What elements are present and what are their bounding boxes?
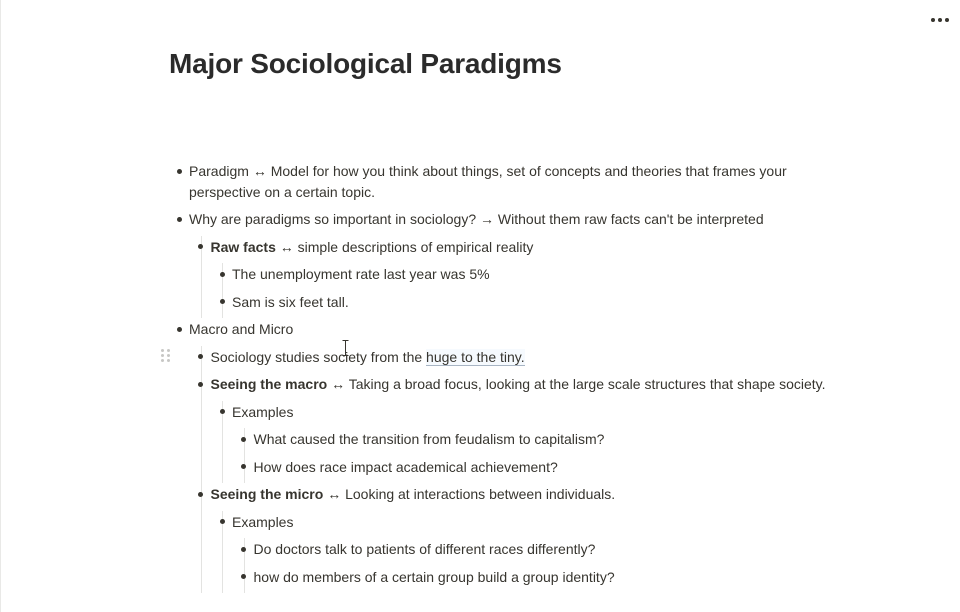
bullet-icon <box>212 264 232 284</box>
bullet-icon <box>169 209 189 229</box>
list-item-paradigm <box>169 160 829 208</box>
ellipsis-icon <box>931 18 935 22</box>
list-item-examples <box>212 511 829 594</box>
block-text[interactable]: Raw facts ↔ simple descriptions of empirical reality <box>210 238 534 255</box>
nested-list <box>234 538 830 593</box>
bulleted-list <box>169 160 829 593</box>
bullet-icon <box>191 237 211 257</box>
list-item <box>212 263 829 291</box>
block-text[interactable]: how do members of a certain group build a group identity? <box>253 568 615 585</box>
block-text[interactable]: Sociology studies society from the huge to the tiny. <box>210 348 525 365</box>
block-text[interactable]: Macro and Micro <box>189 321 294 337</box>
block-text[interactable]: Why are paradigms so important in sociology? → Without them raw facts can't be interpreted <box>189 211 764 227</box>
bullet-icon <box>191 374 211 394</box>
list-item-micro <box>191 483 830 593</box>
bullet-icon <box>191 347 211 367</box>
list-item <box>234 566 830 594</box>
bullet-icon <box>234 539 254 559</box>
list-item-macro-micro <box>169 318 829 593</box>
bullet-icon <box>212 402 232 422</box>
list-item-raw-facts <box>191 236 830 319</box>
list-item-importance <box>169 208 829 318</box>
bullet-icon <box>212 292 232 312</box>
list-item <box>234 456 830 484</box>
block-text[interactable]: Sam is six feet tall. <box>232 293 349 310</box>
bullet-icon <box>169 319 189 339</box>
nested-list <box>212 263 829 318</box>
block-text[interactable]: How does race impact academical achievement? <box>253 458 558 475</box>
bullet-icon <box>169 161 189 181</box>
page-title[interactable]: Major Sociological Paradigms <box>169 48 562 79</box>
list-item <box>212 291 829 319</box>
nested-list <box>191 236 830 319</box>
bullet-icon <box>212 512 232 532</box>
inline-link[interactable]: huge to the tiny. <box>426 348 525 365</box>
nested-list <box>191 346 830 594</box>
list-item-examples <box>212 401 829 484</box>
more-options-button[interactable] <box>926 8 954 32</box>
text-cursor-icon <box>342 340 349 356</box>
block-text[interactable]: Do doctors talk to patients of different races differently? <box>253 541 596 557</box>
block-text[interactable]: Seeing the macro ↔ Taking a broad focus, looking at the large scale structures that shape society. <box>210 376 826 392</box>
drag-handle-icon[interactable] <box>161 348 171 364</box>
list-item <box>234 538 830 566</box>
nested-list <box>212 401 829 484</box>
bullet-icon <box>234 567 254 587</box>
nested-list <box>234 428 830 483</box>
list-item-intro <box>191 346 830 374</box>
block-text[interactable]: The unemployment rate last year was 5% <box>232 266 490 282</box>
block-text[interactable]: Examples <box>232 403 294 420</box>
bullet-icon <box>234 457 254 477</box>
list-item <box>234 428 830 456</box>
block-text[interactable]: Examples <box>232 513 294 530</box>
bulleted-outline <box>169 160 829 593</box>
bullet-icon <box>234 429 254 449</box>
nested-list <box>212 511 829 594</box>
block-text[interactable]: Paradigm ↔ Model for how you think about things, set of concepts and theories that frames your perspective on a certain topic. <box>189 163 787 200</box>
list-item-macro <box>191 373 830 483</box>
block-text[interactable]: What caused the transition from feudalism to capitalism? <box>253 431 605 447</box>
bullet-icon <box>191 484 211 504</box>
block-text[interactable]: Seeing the micro ↔ Looking at interactions between individuals. <box>210 486 616 502</box>
